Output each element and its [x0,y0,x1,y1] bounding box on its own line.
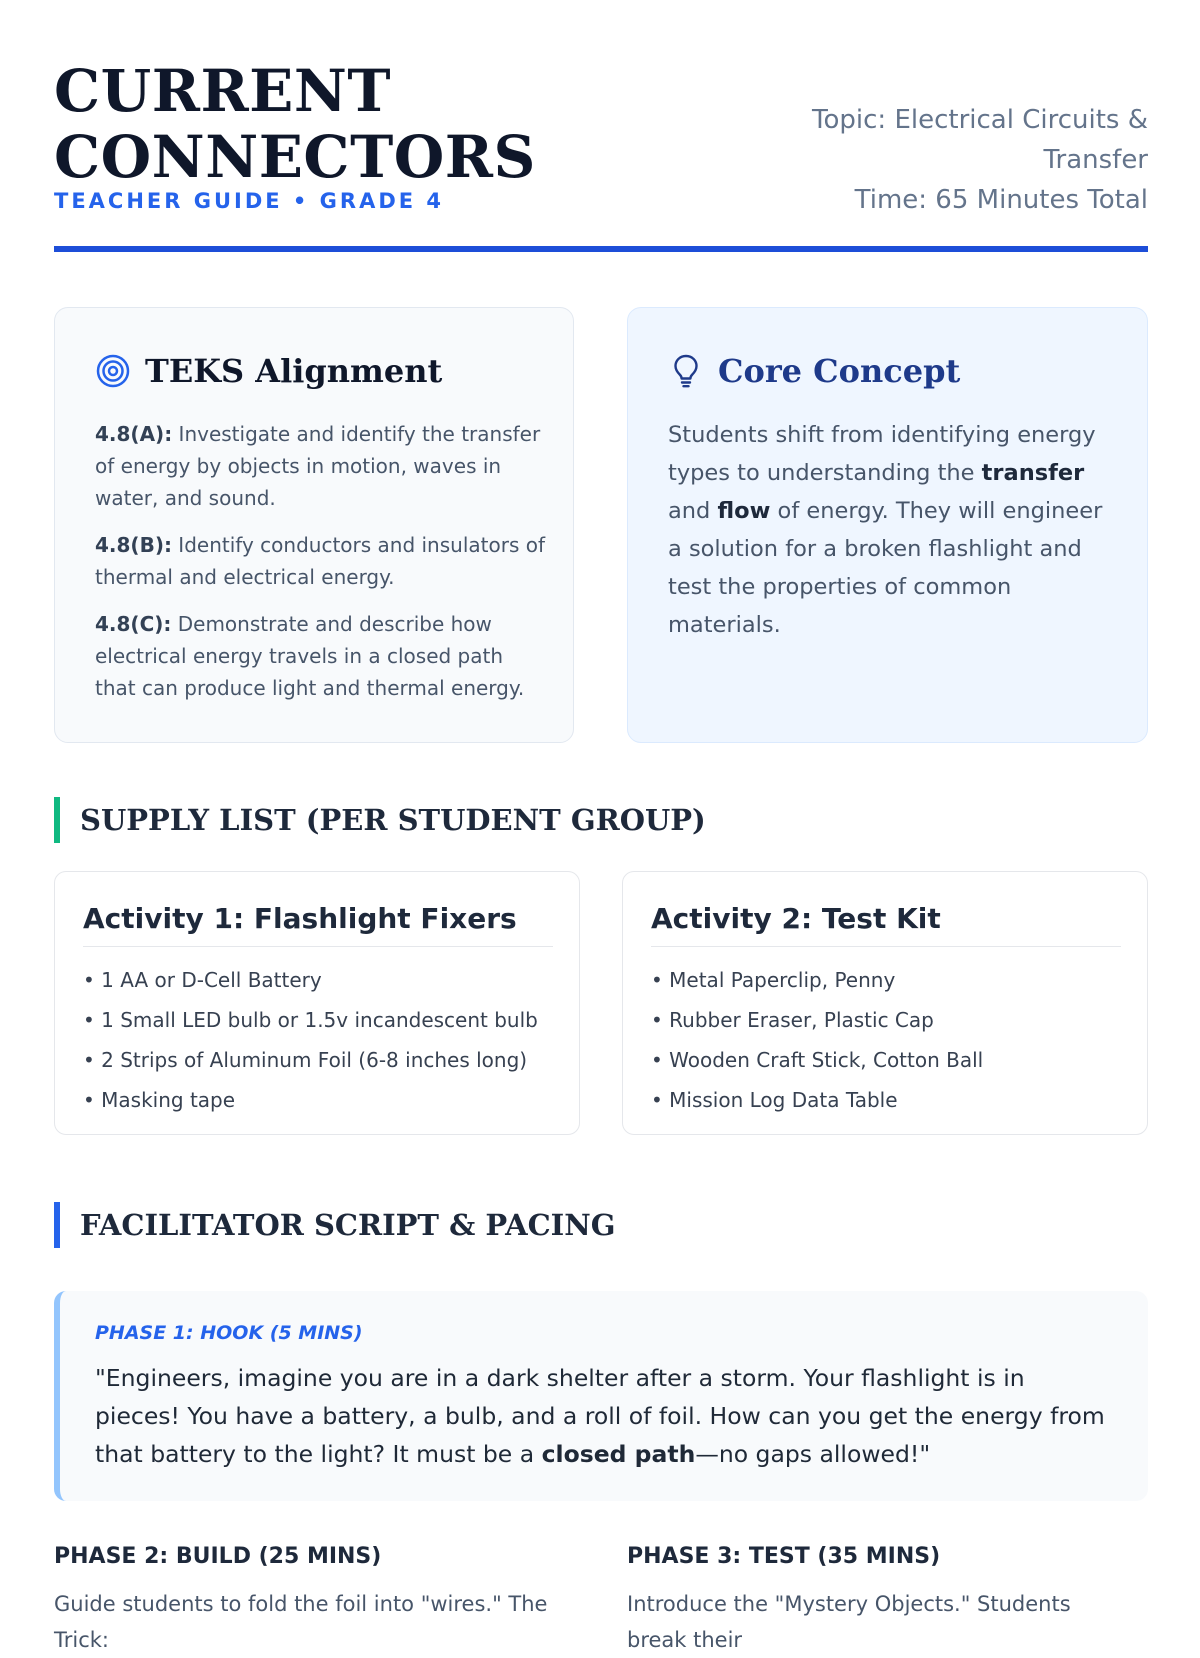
lightbulb-icon [668,353,704,389]
core-text-part: Students shift from identifying energy types to understanding the [668,422,1096,486]
page-subtitle: TEACHER GUIDE • GRADE 4 [54,189,445,213]
teks-item [95,529,545,593]
topic-line-1: Topic: Electrical Circuits & [812,105,1148,135]
teks-heading-row [95,352,442,390]
title-line-1: CURRENT [54,57,392,125]
supply-item: • Rubber Eraser, Plastic Cap [651,1000,983,1040]
supply-card-title: Activity 1: Flashlight Fixers [83,902,517,935]
phase-2-heading: PHASE 2: BUILD (25 MINS) [54,1544,382,1569]
page-title [54,58,536,190]
supply-list [83,960,538,1120]
phase-1-callout [54,1291,1148,1501]
title-line-2: CONNECTORS [54,123,536,191]
supply-heading: SUPPLY LIST (PER STUDENT GROUP) [80,803,706,837]
supply-item: • Masking tape [83,1080,538,1120]
supply-card-title: Activity 2: Test Kit [651,902,941,935]
supply-card-activity-1 [54,871,580,1135]
phase-1-script-part: —no gaps allowed!" [695,1440,931,1468]
teks-text: Demonstrate and describe how electrical energy travels in a closed path that can produce light and thermal energy. [95,612,525,700]
phase-3-text: Introduce the "Mystery Objects." Students break their [627,1592,1071,1652]
teks-item [95,418,545,514]
teacher-guide-page [54,0,1148,1652]
facilitator-section-heading [54,1202,616,1248]
supply-card-divider [651,946,1121,947]
phase-3-heading: PHASE 3: TEST (35 MINS) [627,1544,941,1569]
core-text-bold-transfer: transfer [981,460,1085,486]
teks-item [95,608,545,704]
facilitator-heading: FACILITATOR SCRIPT & PACING [80,1208,616,1242]
teks-code: 4.8(C): [95,612,172,636]
core-text-part: and [668,498,718,524]
target-icon [95,353,131,389]
header-divider [54,246,1148,252]
supply-item: • 2 Strips of Aluminum Foil (6-8 inches long) [83,1040,538,1080]
phase-2-text: Guide students to fold the foil into "wires." The Trick: [54,1592,548,1652]
supply-card-divider [83,946,553,947]
core-heading: Core Concept [718,352,961,390]
section-accent-bar [54,1202,60,1248]
teks-heading: TEKS Alignment [145,352,443,390]
teks-list [95,418,545,719]
supply-card-activity-2 [622,871,1148,1135]
core-text-bold-flow: flow [717,498,771,524]
supply-item: • 1 Small LED bulb or 1.5v incandescent bulb [83,1000,538,1040]
supply-section-heading [54,797,706,843]
header [54,58,1148,248]
core-text-part: of energy. They will engineer a solution for a broken flashlight and test the properties of common materials. [668,498,1103,638]
core-heading-row [668,352,960,390]
phase-1-script-part: "Engineers, imagine you are in a dark shelter after a storm. Your flashlight is in pieces! You have a battery, a bulb, and a roll of foil. How can you get the energy from that battery to the light? It must be a [95,1364,1105,1468]
phase-1-heading: PHASE 1: HOOK (5 MINS) [95,1322,363,1344]
phase-1-script-bold: closed path [541,1440,696,1468]
topic-line-2: Transfer [1043,145,1148,175]
section-accent-bar [54,797,60,843]
supply-item: • Metal Paperclip, Penny [651,960,983,1000]
teks-card [54,307,574,743]
phase-1-script [95,1359,1115,1473]
teks-text: Identify conductors and insulators of thermal and electrical energy. [95,533,545,589]
lesson-meta [788,100,1148,220]
teks-code: 4.8(B): [95,533,172,557]
supply-item: • 1 AA or D-Cell Battery [83,960,538,1000]
core-concept-text [668,416,1118,644]
teks-code: 4.8(A): [95,422,173,446]
core-concept-card [627,307,1148,743]
supply-list [651,960,983,1120]
time-total: Time: 65 Minutes Total [854,185,1148,215]
teks-text: Investigate and identify the transfer of energy by objects in motion, waves in water, and sound. [95,422,541,510]
supply-item: • Wooden Craft Stick, Cotton Ball [651,1040,983,1080]
supply-item: • Mission Log Data Table [651,1080,983,1120]
